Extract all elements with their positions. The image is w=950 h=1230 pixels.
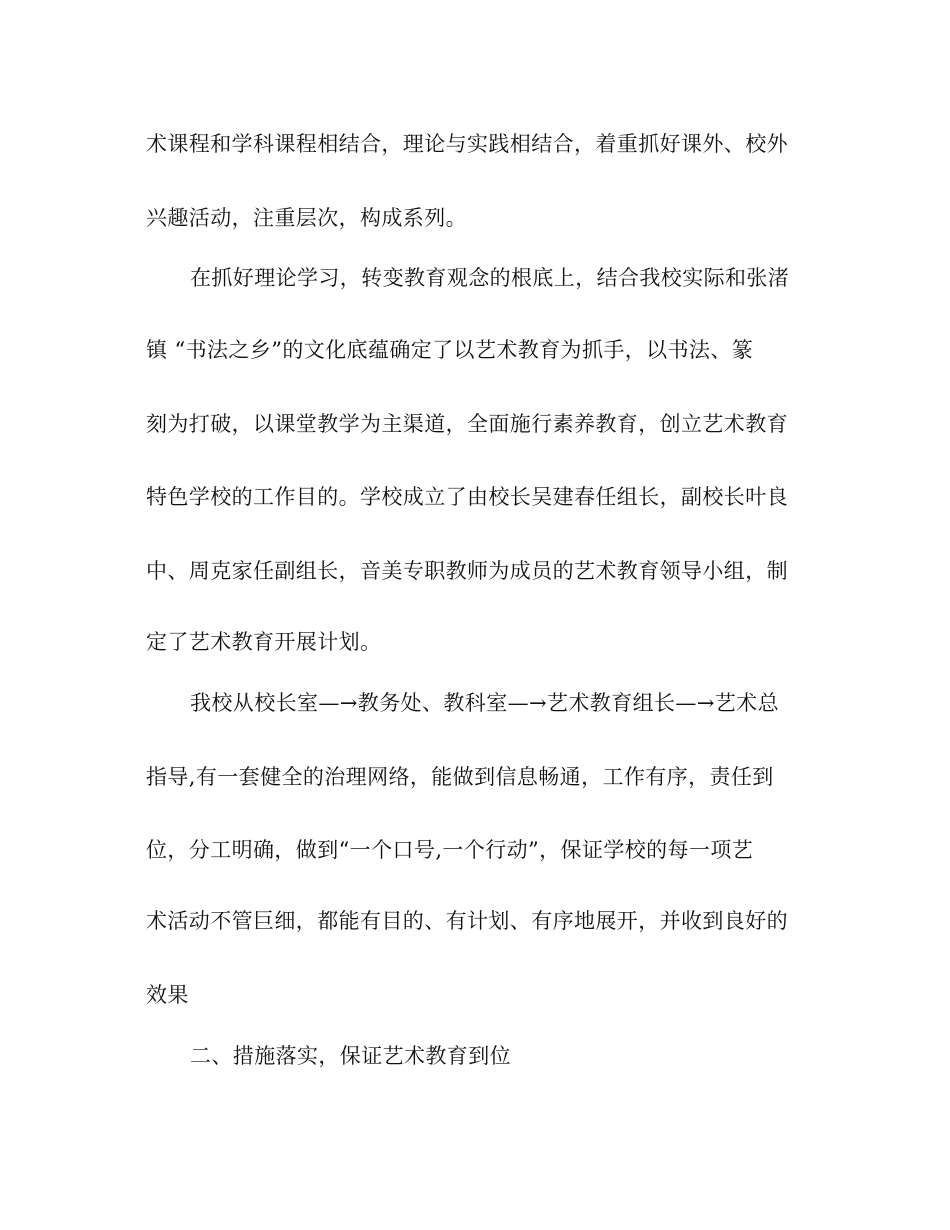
- text-line: 术活动不管巨细，都能有目的、有计划、有序地展开，并收到良好的: [146, 909, 788, 933]
- text-line: 术课程和学科课程相结合，理论与实践相结合，着重抓好课外、校外: [146, 132, 788, 156]
- section-heading: 二、措施落实，保证艺术教育到位: [190, 1044, 511, 1068]
- paragraph-first-line: 在抓好理论学习，转变教育观念的根底上，结合我校实际和张渚: [190, 266, 790, 290]
- text-line: 中、周克家任副组长，音美专职教师为成员的艺术教育领导小组，制: [146, 559, 788, 583]
- text-line: 效果: [146, 983, 189, 1007]
- text-line: 兴趣活动，注重层次，构成系列。: [146, 206, 467, 230]
- text-line: 指导,有一套健全的治理网络，能做到信息畅通，工作有序，责任到: [146, 765, 774, 789]
- paragraph-first-line: 我校从校长室—→教务处、教科室—→艺术教育组长—→艺术总: [190, 691, 779, 715]
- text-line: 位，分工明确，做到“一个口号,一个行动”，保证学校的每一项艺: [146, 838, 754, 862]
- text-line: 刻为打破，以课堂教学为主渠道，全面施行素养教育，创立艺术教育: [146, 412, 788, 436]
- text-line: 特色学校的工作目的。学校成立了由校长吴建春任组长，副校长叶良: [146, 485, 788, 509]
- text-line: 定了艺术教育开展计划。: [146, 630, 382, 654]
- text-line: 镇 “书法之乡”的文化底蕴确定了以艺术教育为抓手，以书法、篆: [146, 338, 754, 362]
